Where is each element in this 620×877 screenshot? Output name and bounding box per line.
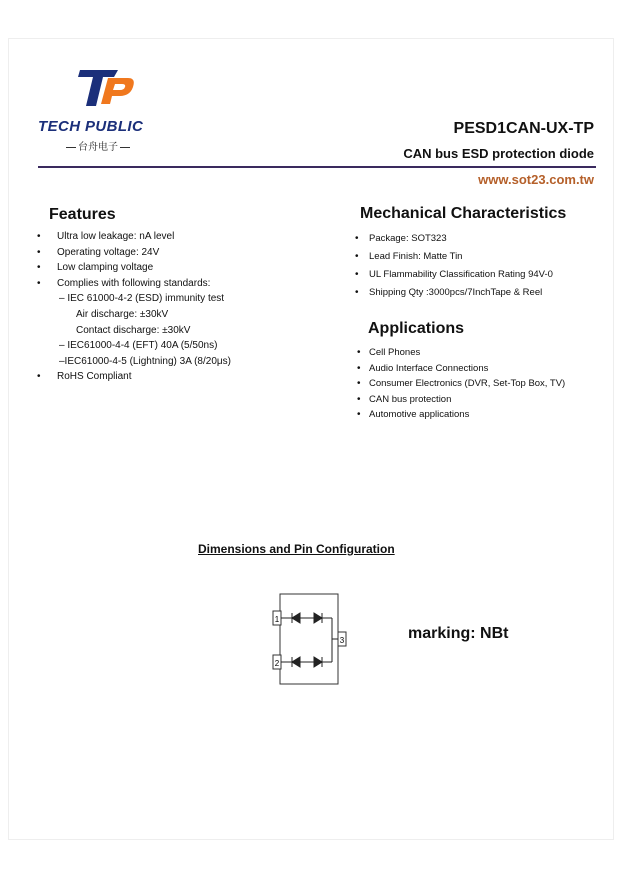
applications-list [369,345,565,423]
pin-configuration-diagram [270,592,350,688]
features-heading: Features [49,206,116,223]
dimensions-heading: Dimensions and Pin Configuration [198,542,395,556]
list-item: • Low clamping voltage [57,260,231,276]
list-item: • Ultra low leakage: nA level [57,229,231,245]
list-item: • Automotive applications [369,407,565,423]
mechanical-list [369,230,553,302]
list-item: • Complies with following standards: [57,276,231,292]
website-link[interactable]: www.sot23.com.tw [478,172,594,187]
list-item: • RoHS Compliant [57,369,231,385]
brand-subtitle: 台舟电子 [64,138,132,153]
diode-pair-1-icon [281,613,338,639]
pin-2-label: 2 [274,659,280,668]
list-item: – IEC61000-4-4 (EFT) 40A (5/50ns) [59,340,218,352]
list-item: • UL Flammability Classification Rating 94V-0 [369,266,553,284]
list-item: • Shipping Qty :3000pcs/7InchTape & Reel [369,284,553,302]
mechanical-heading: Mechanical Characteristics [360,205,567,222]
list-item: Air discharge: ±30kV [76,308,169,320]
pin-3-label: 3 [339,636,345,645]
part-number: PESD1CAN-UX-TP [453,120,594,137]
list-item: • Cell Phones [369,345,565,361]
list-item: • Package: SOT323 [369,230,553,248]
header-divider [38,166,596,168]
tp-logo-icon [78,68,134,108]
list-item: –IEC61000-4-5 (Lightning) 3A (8/20μs) [59,355,231,367]
applications-heading: Applications [368,320,465,337]
marking-code: marking: NBt [408,625,509,642]
diode-pair-2-icon [281,639,332,667]
list-item: • Consumer Electronics (DVR, Set-Top Box, TV) [369,376,565,392]
list-item: • Audio Interface Connections [369,361,565,377]
brand-name: TECH PUBLIC [38,118,144,135]
list-item: • Operating voltage: 24V [57,245,231,261]
list-item: – IEC 61000-4-2 (ESD) immunity test [59,293,225,305]
company-logo [38,68,158,154]
list-item: • CAN bus protection [369,392,565,408]
part-description: CAN bus ESD protection diode [403,146,594,161]
features-list [57,229,231,385]
list-item: Contact discharge: ±30kV [76,324,191,336]
list-item: • Lead Finish: Matte Tin [369,248,553,266]
pin-1-label: 1 [274,615,280,624]
